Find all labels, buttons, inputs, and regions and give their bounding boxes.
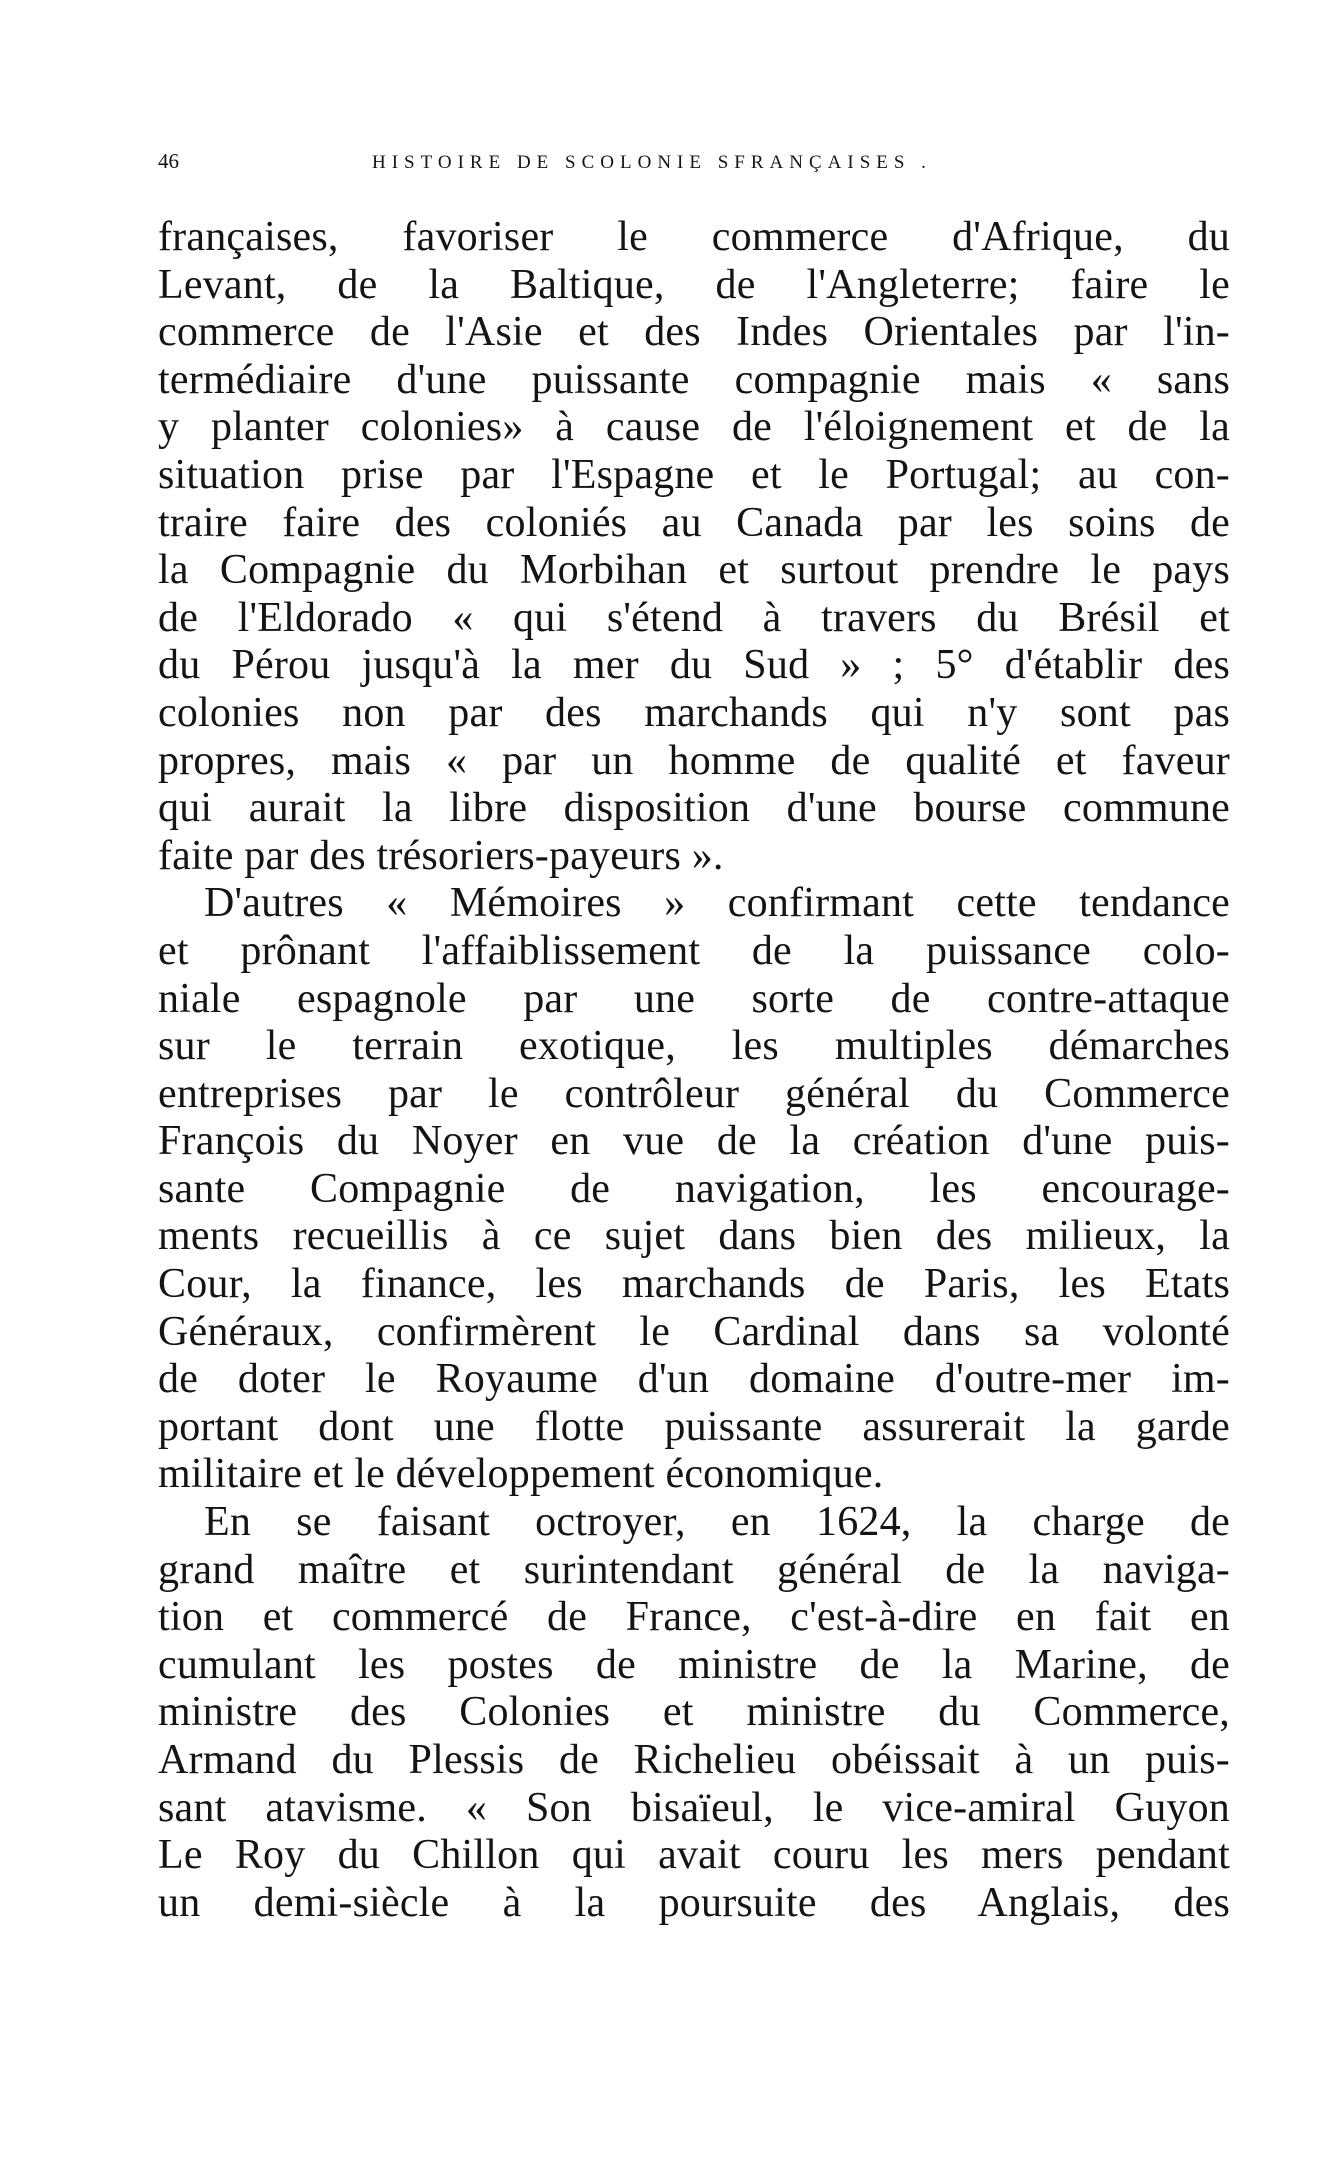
text-line: tion et commercé de France, c'est-à-dire en fait en xyxy=(158,1594,1230,1641)
text-line: propres, mais « par un homme de qualité et faveur xyxy=(158,737,1230,784)
running-title: HISTOIRE DE SCOLONIE SFRANÇAISES . xyxy=(372,152,932,173)
text-line: niale espagnole par une sorte de contre-attaque xyxy=(158,975,1230,1022)
text-line: traire faire des coloniés au Canada par les soins de xyxy=(158,499,1230,546)
body-text xyxy=(158,214,1230,1927)
text-line: situation prise par l'Espagne et le Portugal; au con- xyxy=(158,451,1230,498)
text-line: sante Compagnie de navigation, les encourage- xyxy=(158,1165,1230,1212)
text-line: sur le terrain exotique, les multiples démarches xyxy=(158,1023,1230,1070)
text-line: et prônant l'affaiblissement de la puissance colo- xyxy=(158,927,1230,974)
text-line: la Compagnie du Morbihan et surtout prendre le pays xyxy=(158,547,1230,594)
text-line: portant dont une flotte puissante assurerait la garde xyxy=(158,1403,1230,1450)
text-line: colonies non par des marchands qui n'y sont pas xyxy=(158,689,1230,736)
text-line: qui aurait la libre disposition d'une bourse commune xyxy=(158,785,1230,832)
text-line: sant atavisme. « Son bisaïeul, le vice-amiral Guyon xyxy=(158,1784,1230,1831)
text-line: En se faisant octroyer, en 1624, la charge de xyxy=(204,1499,1230,1546)
text-line: de doter le Royaume d'un domaine d'outre-mer im- xyxy=(158,1356,1230,1403)
text-line: faite par des trésoriers-payeurs ». xyxy=(158,832,724,879)
text-line: Le Roy du Chillon qui avait couru les mers pendant xyxy=(158,1832,1230,1879)
text-line: François du Noyer en vue de la création d'une puis- xyxy=(158,1118,1230,1165)
text-line: termédiaire d'une puissante compagnie mais « sans xyxy=(158,356,1230,403)
text-line: militaire et le développement économique. xyxy=(158,1451,884,1498)
text-line: Cour, la finance, les marchands de Paris, les Etats xyxy=(158,1261,1230,1308)
text-line: ments recueillis à ce sujet dans bien des milieux, la xyxy=(158,1213,1230,1260)
text-line: françaises, favoriser le commerce d'Afrique, du xyxy=(158,214,1230,260)
text-line: ministre des Colonies et ministre du Commerce, xyxy=(158,1689,1230,1736)
text-line: du Pérou jusqu'à la mer du Sud » ; 5° d'établir des xyxy=(158,642,1230,689)
text-line: un demi-siècle à la poursuite des Anglais, des xyxy=(158,1879,1230,1926)
text-line: de l'Eldorado « qui s'étend à travers du Brésil et xyxy=(158,594,1230,641)
text-line: commerce de l'Asie et des Indes Orientales par l'in- xyxy=(158,309,1230,356)
text-line: Armand du Plessis de Richelieu obéissait à un puis- xyxy=(158,1737,1230,1783)
text-line: Levant, de la Baltique, de l'Angleterre; faire le xyxy=(158,261,1230,308)
text-line: entreprises par le contrôleur général du Commerce xyxy=(158,1070,1230,1117)
page-number: 46 xyxy=(158,149,179,173)
text-line: cumulant les postes de ministre de la Marine, de xyxy=(158,1641,1230,1688)
text-line: Généraux, confirmèrent le Cardinal dans sa volonté xyxy=(158,1308,1230,1355)
text-line: y planter colonies» à cause de l'éloignement et de la xyxy=(158,404,1230,451)
running-head xyxy=(158,146,1230,176)
text-line: grand maître et surintendant général de la naviga- xyxy=(158,1546,1230,1593)
text-line: D'autres « Mémoires » confirmant cette tendance xyxy=(204,880,1230,927)
